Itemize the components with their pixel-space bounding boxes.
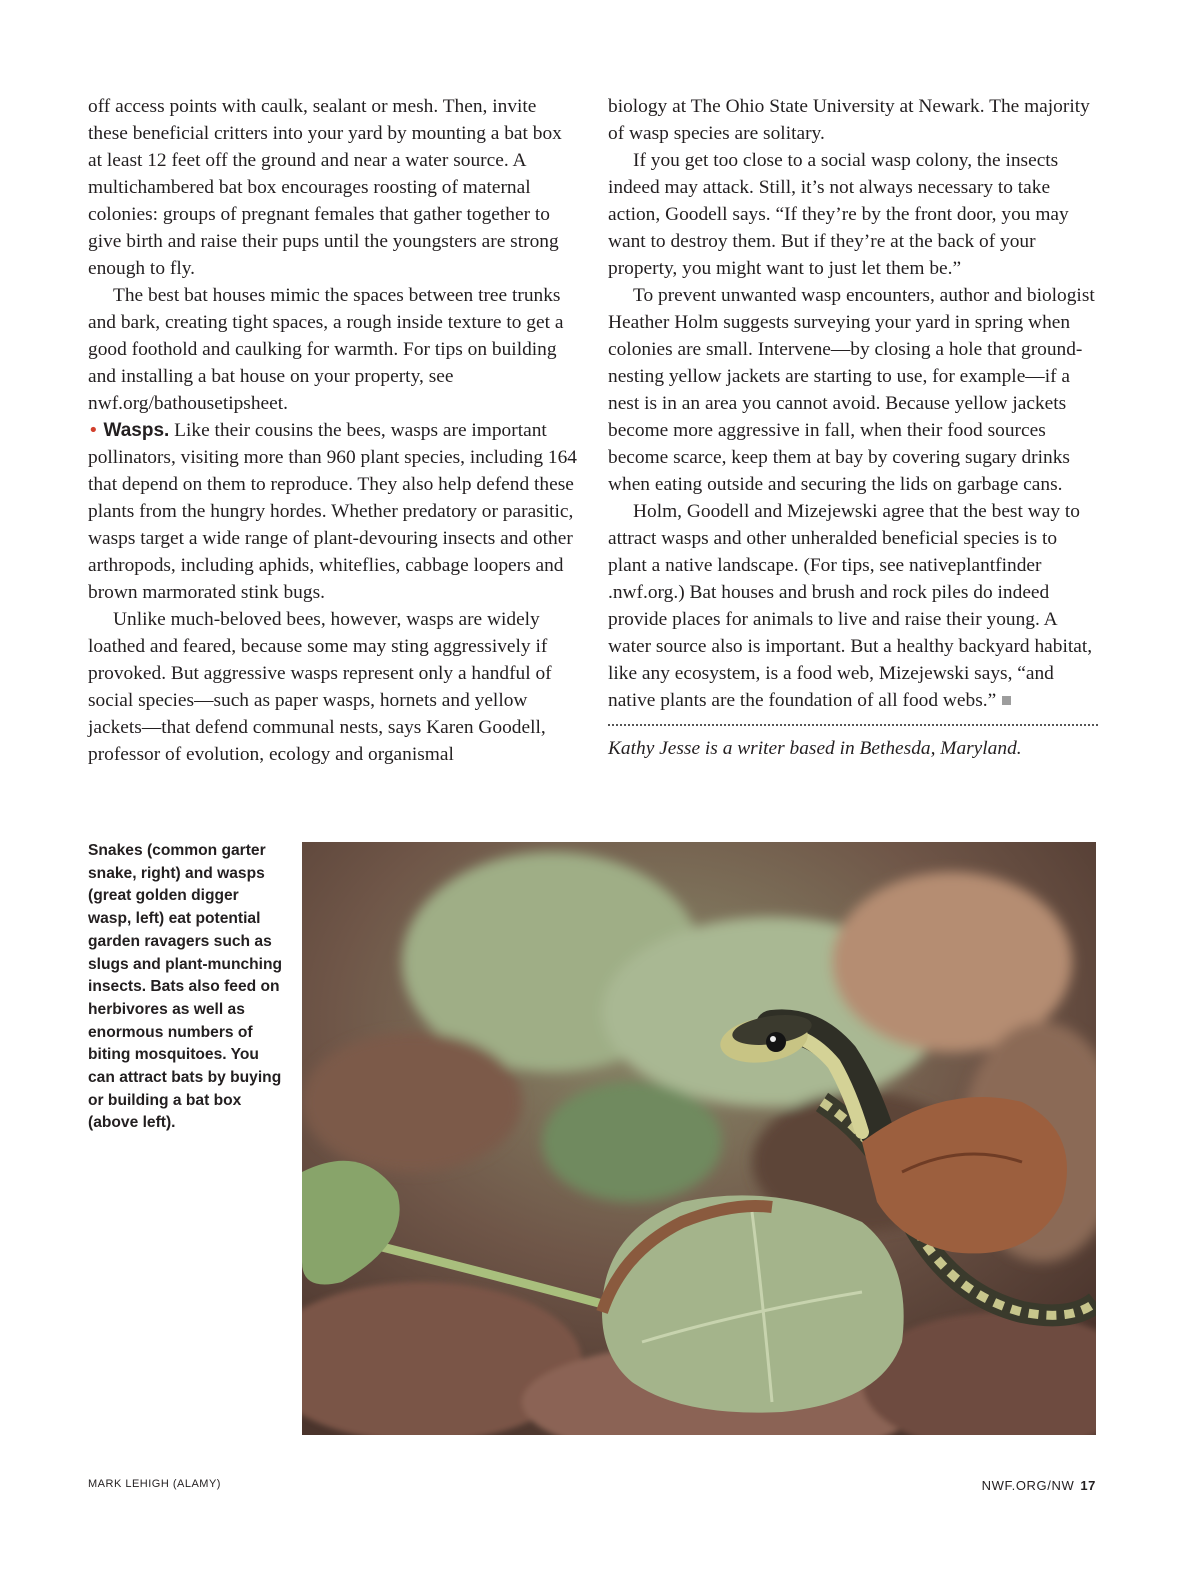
end-mark-icon — [1002, 696, 1011, 705]
body-paragraph: The best bat houses mimic the spaces between tree trunks and bark, creating tight spaces, a rough inside texture to get a good foothold and caulking for warmth. For tips on building and installing a bat house on your property, see nwf.org/bathousetipsheet. — [88, 285, 564, 414]
body-paragraph: off access points with caulk, sealant or mesh. Then, invite these beneficial critters into your yard by mounting a bat box at least 12 feet off the ground and near a water source. A multichambered bat box encourages roosting of maternal colonies: groups of pregnant females that gather together to give birth and raise their pups until the youngsters are strong enough to fly. — [88, 96, 562, 279]
bullet-icon: • — [88, 420, 99, 441]
snake-photo-illustration — [302, 842, 1096, 1435]
photo-credit: MARK LEHIGH (ALAMY) — [88, 1478, 221, 1490]
body-text: Holm, Goodell and Mizejewski agree that the best way to attract wasps and other unheralded beneficial species is to plant a native landscape. (For tips, see nativeplantfinder .nwf.org.) Bat houses and brush and rock piles do indeed provide places for animals to live and raise their young. A water source also is important. But a healthy backyard habitat, like any ecosystem, is a food web, Mizejewski says, “and native plants are the foundation of all food webs.” — [608, 501, 1093, 711]
article-column-right — [608, 93, 1098, 762]
page-number: 17 — [1080, 1478, 1096, 1493]
body-paragraph: Unlike much-beloved bees, however, wasps are widely loathed and feared, because some may sting aggressively if provoked. But aggressive wasps represent only a handful of social species—such as paper wasps, hornets and yellow jackets—that defend communal nests, says Karen Goodell, professor of evolution, ecology and organismal — [88, 609, 552, 765]
photo-caption: Snakes (common garter snake, right) and wasps (great golden digger wasp, left) eat potential garden ravagers such as slugs and plant-munching insects. Bats also feed on herbivores as well as enormous numbers of biting mosquitoes. You can attract bats by buying or building a bat box (above left). — [88, 842, 283, 1132]
body-paragraph: To prevent unwanted wasp encounters, author and biologist Heather Holm suggests surveying your yard in spring when colonies are small. Intervene—by closing a hole that ground-nesting yellow jackets are starting to use, for example—if a nest is in an area you cannot avoid. Because yellow jackets become more aggressive in fall, when their food sources become scarce, keep them at bay by covering sugary drinks when eating outside and securing the lids on garbage cans. — [608, 285, 1095, 495]
author-byline: Kathy Jesse is a writer based in Bethesda, Maryland. — [608, 738, 1022, 759]
section-lead-label: Wasps. — [103, 420, 170, 441]
body-paragraph: If you get too close to a social wasp colony, the insects indeed may attack. Still, it’s not always necessary to take action, Goodell says. “If they’re by the front door, you may want to destroy them. But if they’re at the back of your property, you might want to just let them be.” — [608, 150, 1069, 279]
page-footer — [982, 1478, 1096, 1493]
article-column-left — [88, 93, 578, 768]
garter-snake-photo — [302, 842, 1096, 1435]
site-url: NWF.ORG/NW — [981, 1478, 1075, 1493]
closing-paragraph — [608, 498, 1098, 714]
wasps-paragraph — [88, 417, 578, 606]
dotted-divider — [608, 724, 1098, 726]
body-paragraph: biology at The Ohio State University at Newark. The majority of wasp species are solitary. — [608, 96, 1090, 144]
body-text: Like their cousins the bees, wasps are important pollinators, visiting more than 960 plant species, including 164 that depend on them to reproduce. They also help defend these plants from the hungry hordes. Whether predatory or parasitic, wasps target a wide range of plant-devouring insects and other arthropods, including aphids, whiteflies, cabbage loopers and brown marmorated stink bugs. — [88, 420, 578, 603]
